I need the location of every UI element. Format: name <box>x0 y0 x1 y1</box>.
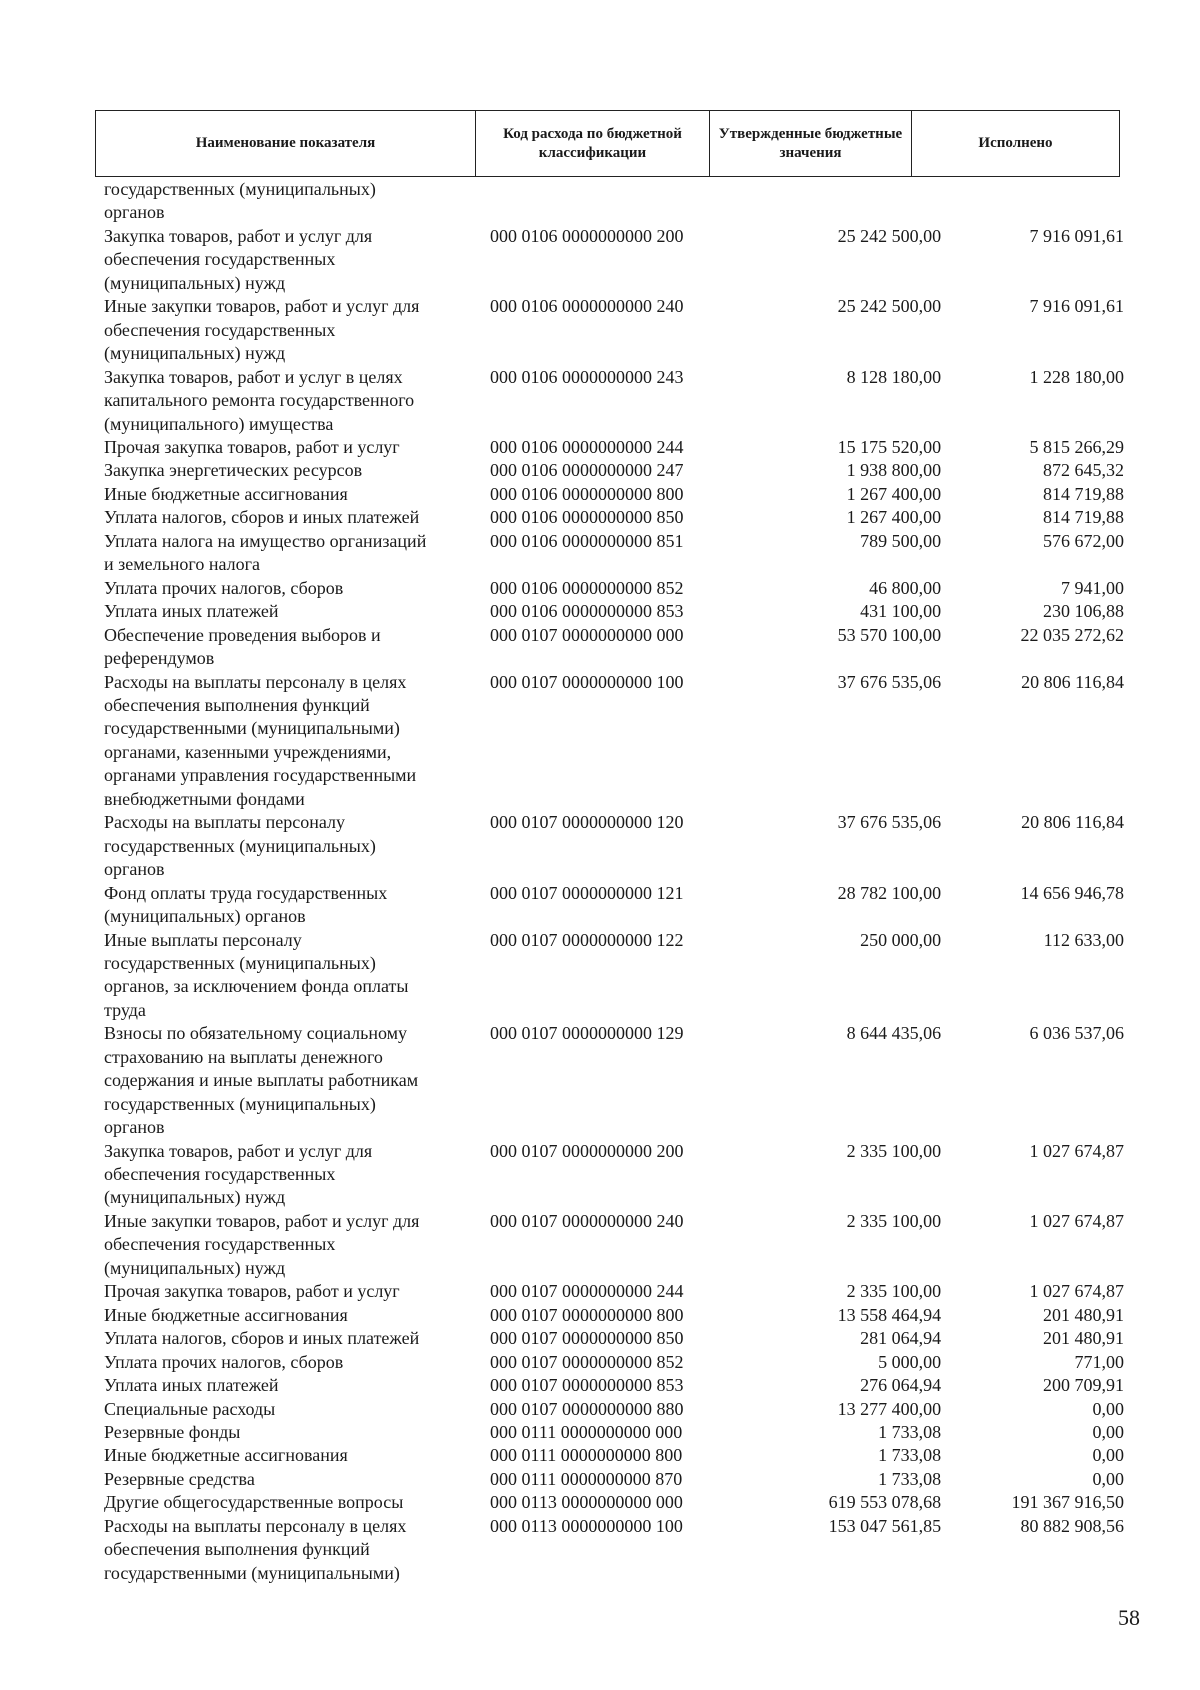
row-code: 000 0107 0000000000 852 <box>490 1351 684 1372</box>
row-executed: 814 719,88 <box>1043 483 1124 504</box>
row-code: 000 0107 0000000000 850 <box>490 1328 684 1349</box>
row-approved: 8 644 435,06 <box>846 1023 942 1044</box>
row-approved: 431 100,00 <box>860 601 942 622</box>
row-name: Уплата иных платежей <box>104 601 279 622</box>
row-name: Уплата налогов, сборов и иных платежей <box>104 1328 420 1349</box>
row-executed: 22 035 272,62 <box>1020 624 1124 645</box>
row-executed: 7 941,00 <box>1061 577 1124 598</box>
row-executed: 1 027 674,87 <box>1029 1210 1124 1231</box>
table-header <box>95 110 1120 177</box>
row-approved: 1 733,08 <box>878 1468 942 1489</box>
row-name: Закупка товаров, работ и услуг для обеспечения государственных (муниципальных) нужд <box>104 1140 373 1208</box>
table-row <box>104 506 1124 529</box>
row-executed: 0,00 <box>1092 1398 1124 1419</box>
table-row <box>104 1351 1124 1374</box>
row-code: 000 0107 0000000000 200 <box>490 1140 684 1161</box>
row-code: 000 0106 0000000000 244 <box>490 436 684 457</box>
row-approved: 1 733,08 <box>878 1422 942 1443</box>
header-approved: Утвержденные бюджетные значения <box>710 111 912 177</box>
row-name: Другие общегосударственные вопросы <box>104 1492 404 1513</box>
row-code: 000 0113 0000000000 100 <box>490 1515 683 1536</box>
row-approved: 1 267 400,00 <box>846 507 942 528</box>
row-name: Закупка энергетических ресурсов <box>104 460 363 481</box>
row-code: 000 0106 0000000000 247 <box>490 460 684 481</box>
row-code: 000 0107 0000000000 129 <box>490 1023 684 1044</box>
row-code: 000 0107 0000000000 122 <box>490 929 684 950</box>
table-row <box>104 1022 1124 1139</box>
table-row <box>104 225 1124 295</box>
table-row <box>104 483 1124 506</box>
row-executed: 1 027 674,87 <box>1029 1140 1124 1161</box>
row-name: Уплата прочих налогов, сборов <box>104 1351 344 1372</box>
row-executed: 576 672,00 <box>1043 530 1124 551</box>
row-executed: 230 106,88 <box>1043 601 1124 622</box>
header-code: Код расхода по бюджетной классификации <box>476 111 710 177</box>
row-name: Иные выплаты персоналу государственных (муниципальных) органов, за исключением фонда оплаты труда <box>104 929 409 1020</box>
row-approved: 2 335 100,00 <box>846 1210 942 1231</box>
row-executed: 191 367 916,50 <box>1011 1492 1124 1513</box>
row-approved: 1 733,08 <box>878 1445 942 1466</box>
row-code: 000 0107 0000000000 800 <box>490 1304 684 1325</box>
row-code: 000 0111 0000000000 870 <box>490 1468 683 1489</box>
row-approved: 1 267 400,00 <box>846 483 942 504</box>
row-approved: 619 553 078,68 <box>828 1492 942 1513</box>
row-executed: 5 815 266,29 <box>1029 436 1124 457</box>
table-row <box>104 671 1124 812</box>
table-row <box>104 1280 1124 1303</box>
table-row <box>104 436 1124 459</box>
row-approved: 25 242 500,00 <box>837 296 942 317</box>
row-executed: 14 656 946,78 <box>1020 882 1124 903</box>
row-code: 000 0106 0000000000 852 <box>490 577 684 598</box>
row-code: 000 0107 0000000000 120 <box>490 812 684 833</box>
table-row <box>104 1398 1124 1421</box>
row-name: Закупка товаров, работ и услуг в целях капитального ремонта государственного (муниципального) имущества <box>104 366 415 434</box>
row-code <box>490 178 754 225</box>
row-code: 000 0106 0000000000 200 <box>490 225 684 246</box>
row-name: Иные закупки товаров, работ и услуг для обеспечения государственных (муниципальных) нужд <box>104 296 420 364</box>
row-executed: 0,00 <box>1092 1468 1124 1489</box>
table-row <box>104 1140 1124 1210</box>
table-row <box>104 1444 1124 1467</box>
row-name: Прочая закупка товаров, работ и услуг <box>104 1281 400 1302</box>
row-name: Расходы на выплаты персоналу в целях обеспечения выполнения функций государственными (муниципальными) органами, казенными учреждениями, органами управления государственными внебюджетными фондами <box>104 671 417 809</box>
row-code: 000 0107 0000000000 880 <box>490 1398 684 1419</box>
row-executed: 872 645,32 <box>1043 460 1124 481</box>
row-executed: 1 027 674,87 <box>1029 1281 1124 1302</box>
row-name: Закупка товаров, работ и услуг для обеспечения государственных (муниципальных) нужд <box>104 225 373 293</box>
table-row <box>104 1304 1124 1327</box>
table-row <box>104 366 1124 436</box>
row-executed: 112 633,00 <box>1043 929 1124 950</box>
row-name: Обеспечение проведения выборов и референдумов <box>104 624 381 669</box>
table-row <box>104 459 1124 482</box>
row-name: Уплата налогов, сборов и иных платежей <box>104 507 420 528</box>
row-name: Прочая закупка товаров, работ и услуг <box>104 436 400 457</box>
row-name: государственных (муниципальных) органов <box>104 179 376 223</box>
row-executed: 814 719,88 <box>1043 507 1124 528</box>
row-code: 000 0107 0000000000 121 <box>490 882 684 903</box>
table-row <box>104 295 1124 365</box>
row-code: 000 0106 0000000000 800 <box>490 483 684 504</box>
row-approved: 276 064,94 <box>860 1375 942 1396</box>
row-name: Фонд оплаты труда государственных (муниципальных) органов <box>104 882 388 927</box>
table-row <box>104 1515 1124 1585</box>
row-name: Иные закупки товаров, работ и услуг для обеспечения государственных (муниципальных) нужд <box>104 1210 420 1278</box>
row-executed: 6 036 537,06 <box>1029 1023 1124 1044</box>
row-approved: 153 047 561,85 <box>828 1515 942 1536</box>
row-executed <box>941 178 1124 225</box>
budget-table <box>104 178 1124 1585</box>
row-name: Уплата налога на имущество организаций и земельного налога <box>104 530 427 575</box>
row-approved: 53 570 100,00 <box>837 624 942 645</box>
table-row <box>104 600 1124 623</box>
table-row <box>104 1421 1124 1444</box>
row-approved: 789 500,00 <box>860 530 942 551</box>
row-name: Специальные расходы <box>104 1398 276 1419</box>
row-code: 000 0106 0000000000 240 <box>490 296 684 317</box>
row-executed: 201 480,91 <box>1043 1328 1124 1349</box>
row-approved: 37 676 535,06 <box>837 671 942 692</box>
row-code: 000 0106 0000000000 850 <box>490 507 684 528</box>
row-executed: 1 228 180,00 <box>1029 366 1124 387</box>
row-name: Иные бюджетные ассигнования <box>104 483 348 504</box>
row-approved: 2 335 100,00 <box>846 1140 942 1161</box>
row-executed: 7 916 091,61 <box>1029 225 1124 246</box>
row-name: Уплата иных платежей <box>104 1375 279 1396</box>
table-row <box>104 1468 1124 1491</box>
row-approved: 46 800,00 <box>869 577 942 598</box>
header-executed: Исполнено <box>912 111 1120 177</box>
table-row <box>104 1210 1124 1280</box>
row-name: Взносы по обязательному социальному страхованию на выплаты денежного содержания и иные выплаты работникам государственных (муниципальных) органов <box>104 1023 419 1138</box>
row-code: 000 0111 0000000000 000 <box>490 1422 683 1443</box>
row-executed: 20 806 116,84 <box>1021 671 1124 692</box>
row-name: Резервные средства <box>104 1468 255 1489</box>
row-approved: 281 064,94 <box>860 1328 942 1349</box>
row-name: Иные бюджетные ассигнования <box>104 1445 348 1466</box>
table-row <box>104 811 1124 881</box>
row-code: 000 0106 0000000000 243 <box>490 366 684 387</box>
row-approved: 28 782 100,00 <box>837 882 942 903</box>
header-name: Наименование показателя <box>96 111 476 177</box>
row-executed: 20 806 116,84 <box>1021 812 1124 833</box>
row-code: 000 0111 0000000000 800 <box>490 1445 683 1466</box>
row-approved <box>754 178 941 225</box>
row-code: 000 0107 0000000000 240 <box>490 1210 684 1231</box>
row-name: Расходы на выплаты персоналу государственных (муниципальных) органов <box>104 812 376 880</box>
row-name: Уплата прочих налогов, сборов <box>104 577 344 598</box>
row-name: Резервные фонды <box>104 1422 241 1443</box>
row-approved: 13 558 464,94 <box>837 1304 942 1325</box>
row-code: 000 0113 0000000000 000 <box>490 1492 683 1513</box>
row-code: 000 0107 0000000000 100 <box>490 671 684 692</box>
row-executed: 7 916 091,61 <box>1029 296 1124 317</box>
row-approved: 13 277 400,00 <box>837 1398 942 1419</box>
row-approved: 8 128 180,00 <box>846 366 942 387</box>
row-approved: 25 242 500,00 <box>837 225 942 246</box>
row-executed: 80 882 908,56 <box>1020 1515 1124 1536</box>
row-approved: 1 938 800,00 <box>846 460 942 481</box>
row-code: 000 0107 0000000000 853 <box>490 1375 684 1396</box>
row-name: Расходы на выплаты персоналу в целях обеспечения выполнения функций государственными (муниципальными) <box>104 1515 407 1583</box>
table-row <box>104 178 1124 225</box>
table-row <box>104 624 1124 671</box>
table-row <box>104 1491 1124 1514</box>
row-approved: 15 175 520,00 <box>837 436 942 457</box>
row-code: 000 0106 0000000000 851 <box>490 530 684 551</box>
row-approved: 2 335 100,00 <box>846 1281 942 1302</box>
row-code: 000 0106 0000000000 853 <box>490 601 684 622</box>
row-executed: 200 709,91 <box>1043 1375 1124 1396</box>
row-approved: 5 000,00 <box>878 1351 942 1372</box>
table-row <box>104 929 1124 1023</box>
row-name: Иные бюджетные ассигнования <box>104 1304 348 1325</box>
row-executed: 771,00 <box>1074 1351 1124 1372</box>
row-approved: 250 000,00 <box>860 929 942 950</box>
row-code: 000 0107 0000000000 000 <box>490 624 684 645</box>
table-row <box>104 530 1124 577</box>
row-code: 000 0107 0000000000 244 <box>490 1281 684 1302</box>
table-row <box>104 1374 1124 1397</box>
table-row <box>104 1327 1124 1350</box>
row-executed: 0,00 <box>1092 1445 1124 1466</box>
page-number: 58 <box>1118 1605 1140 1630</box>
row-executed: 0,00 <box>1092 1422 1124 1443</box>
row-executed: 201 480,91 <box>1043 1304 1124 1325</box>
row-approved: 37 676 535,06 <box>837 812 942 833</box>
table-row <box>104 882 1124 929</box>
table-row <box>104 577 1124 600</box>
